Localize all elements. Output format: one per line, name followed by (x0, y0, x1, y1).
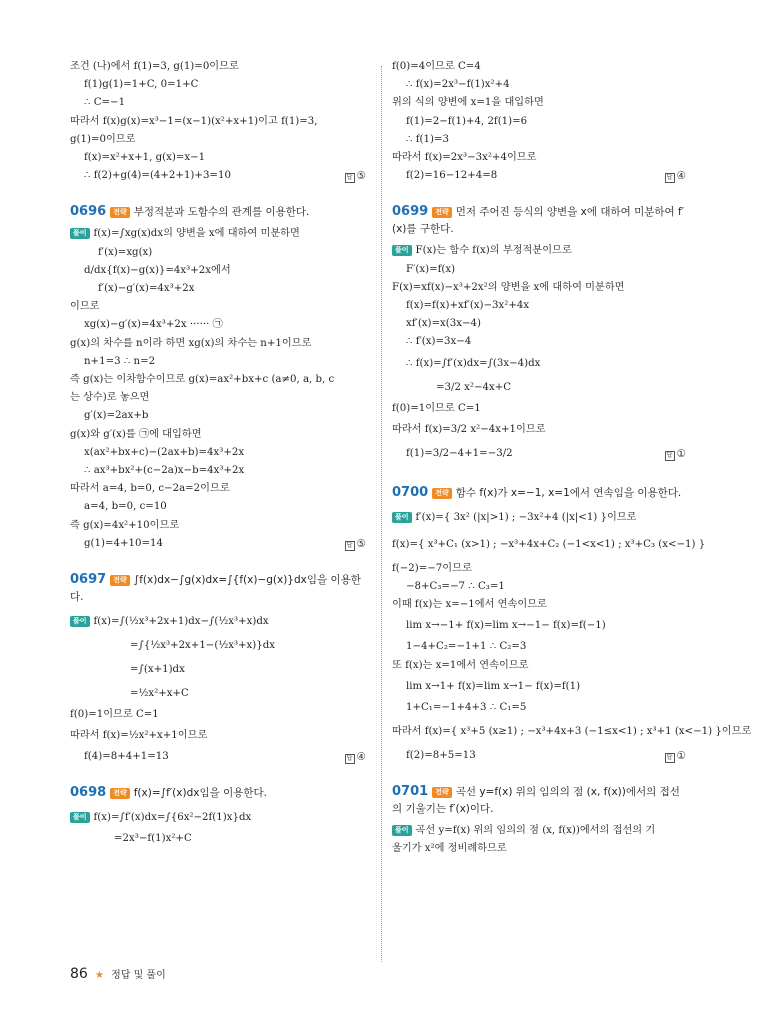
text-line (392, 167, 688, 185)
text-span: f(1)=3/2−4+1=−3/2 (406, 447, 513, 459)
answer-mark (345, 167, 366, 185)
answer-value: ④ (676, 170, 686, 183)
answer-mark (665, 442, 686, 466)
solution-tag: 풀이 (70, 616, 90, 627)
text-line: 조건 (나)에서 f(1)=3, g(1)=0이므로 (70, 61, 239, 72)
text-line: 따라서 a=4, b=0, c−2a=2이므로 (70, 483, 230, 495)
text-line: f(0)=1이므로 C=1 (70, 709, 159, 721)
answer-box-icon: 답 (665, 173, 675, 183)
text-line: x(ax²+bx+c)−(2ax+b)=4x³+2x (84, 446, 245, 458)
problem-number: 0696 (70, 204, 107, 220)
text-span: f(x)=∫(½x³+2x+1)dx−∫(½x³+x)dx (93, 616, 269, 628)
text-line: g′(x)=2ax+b (84, 410, 149, 422)
text-line (70, 225, 368, 243)
text-line (392, 822, 688, 840)
problem-number: 0697 (70, 572, 107, 588)
text-line: 1+C₁=−1+4+3 ∴ C₁=5 (406, 701, 527, 713)
problem-number: 0698 (70, 785, 107, 801)
strategy-text: 함수 f(x)가 x=−1, x=1에서 연속임을 이용한다. (455, 486, 682, 499)
text-line: 울기가 x²에 정비례하므로 (392, 843, 507, 855)
text-line (392, 442, 688, 466)
text-line: xf′(x)=x(3x−4) (406, 318, 481, 330)
text-line: f(x)=f(x)+xf′(x)−3x²+4x (406, 300, 530, 312)
text-line: 따라서 f(x)=2x³−3x²+4이므로 (392, 152, 537, 164)
text-line: 따라서 f(x)g(x)=x³−1=(x−1)(x²+x+1)이고 f(1)=3, (70, 115, 318, 127)
solution-tag: 풀이 (392, 825, 412, 836)
text-line: 즉 g(x)=4x²+10이므로 (70, 519, 180, 531)
text-line (70, 748, 368, 766)
problem-header-0698 (70, 784, 368, 802)
text-line: 1−4+C₂=−1+1 ∴ C₂=3 (406, 641, 527, 653)
text-line: =∫(x+1)dx (130, 664, 185, 676)
text-line: 이므로 (70, 301, 100, 313)
text-line: 따라서 f(x)={ x³+5 (x≥1) ; −x³+4x+3 (−1≤x<1) ; x³+1 (x<−1) }이므로 (392, 726, 752, 738)
text-span: f(2)=16−12+4=8 (406, 170, 498, 182)
text-line: a=4, b=0, c=10 (84, 501, 167, 513)
text-line (392, 506, 688, 530)
text-line (70, 806, 368, 830)
strategy-tag: 전략 (110, 788, 130, 799)
text-line: 위의 식의 양변에 x=1을 대입하면 (392, 97, 544, 109)
text-line: f(x)={ x³+C₁ (x>1) ; −x³+4x+C₂ (−1<x<1) ; x³+C₃ (x<−1) } (392, 538, 706, 550)
text-span: f(x)=∫xg(x)dx의 양변을 x에 대하여 미분하면 (93, 228, 300, 240)
right-column (392, 58, 752, 859)
text-line: ∴ f(x)=2x³−f(1)x²+4 (406, 79, 510, 91)
text-span: g(1)=4+10=14 (84, 537, 163, 549)
answer-box-icon: 답 (665, 451, 675, 461)
strategy-text: ∫f(x)dx−∫g(x)dx=∫{f(x)−g(x)}dx임을 이용한다. (70, 574, 361, 604)
text-line: f′(x)=xg(x) (98, 246, 153, 258)
text-line: d/dx{f(x)−g(x)}=4x³+2x에서 (84, 264, 231, 276)
text-line: f(1)g(1)=1+C, 0=1+C (84, 79, 199, 91)
strategy-tag: 전략 (110, 207, 130, 218)
problem-number: 0699 (392, 204, 429, 220)
text-span: f(x)=∫f′(x)dx=∫{6x²−2f(1)x}dx (93, 812, 252, 824)
text-line: f(0)=1이므로 C=1 (392, 402, 481, 414)
text-line: 즉 g(x)는 이차함수이므로 g(x)=ax²+bx+c (a≠0, a, b, c (70, 374, 335, 386)
text-line: =∫{½x³+2x+1−(½x³+x)}dx (130, 640, 276, 652)
strategy-tag: 전략 (432, 207, 452, 218)
text-line: −8+C₃=−7 ∴ C₃=1 (406, 581, 505, 593)
answer-box-icon: 답 (345, 173, 355, 183)
text-line: 이때 f(x)는 x=−1에서 연속이므로 (392, 599, 547, 611)
column-divider (381, 66, 382, 962)
answer-value: ① (676, 447, 686, 460)
text-line: g(x)의 차수를 n이라 하면 xg(x)의 차수는 n+1이므로 (70, 337, 312, 349)
answer-value: ⑤ (356, 170, 366, 183)
problem-number: 0701 (392, 784, 429, 800)
text-span: 곡선 y=f(x) 위의 임의의 점 (x, f(x))에서의 접선의 기 (415, 825, 656, 837)
text-line: ∴ f(x)=∫f′(x)dx=∫(3x−4)dx (406, 357, 541, 369)
solution-tag: 풀이 (70, 228, 90, 239)
solution-tag: 풀이 (70, 812, 90, 823)
text-line: 또 f(x)는 x=1에서 연속이므로 (392, 659, 529, 671)
text-span: f(4)=8+4+1=13 (84, 751, 169, 763)
text-line: =½x²+x+C (130, 688, 189, 700)
text-line (392, 242, 688, 260)
strategy-text: f(x)=∫f′(x)dx임을 이용한다. (133, 787, 267, 800)
text-line: xg(x)−g′(x)=4x³+2x ······ ㉠ (84, 319, 223, 331)
answer-box-icon: 답 (345, 754, 355, 764)
text-line (70, 167, 368, 185)
answer-value: ④ (356, 751, 366, 764)
answer-value: ⑤ (356, 537, 366, 550)
text-line (70, 610, 368, 634)
strategy-text: 먼저 주어진 등식의 양변을 x에 대하여 미분하여 f′(x)를 구한다. (392, 206, 685, 236)
text-line: f(x)=x²+x+1, g(x)=x−1 (84, 152, 206, 164)
text-line: lim x→−1+ f(x)=lim x→−1− f(x)=f(−1) (406, 620, 606, 632)
text-line: ∴ ax³+bx²+(c−2a)x−b=4x³+2x (84, 465, 245, 477)
strategy-tag: 전략 (110, 575, 130, 586)
text-line: F(x)=xf(x)−x³+2x²의 양변을 x에 대하여 미분하면 (392, 281, 625, 293)
text-span: F(x)는 함수 f(x)의 부정적분이므로 (415, 245, 572, 257)
answer-box-icon: 답 (345, 541, 355, 551)
problem-header-0700 (392, 484, 688, 502)
text-line: ∴ f(1)=3 (406, 133, 449, 145)
answer-box-icon: 답 (665, 753, 675, 763)
text-line: =2x³−f(1)x²+C (114, 833, 192, 845)
text-line: f(1)=2−f(1)+4, 2f(1)=6 (406, 115, 528, 127)
answer-mark (345, 535, 366, 553)
page-number: 86 (70, 966, 88, 982)
text-line: 는 상수)로 놓으면 (70, 392, 150, 404)
text-line: f(−2)=−7이므로 (392, 562, 472, 574)
text-line: ∴ C=−1 (84, 97, 126, 109)
text-line: n+1=3 ∴ n=2 (84, 355, 156, 367)
text-line: 따라서 f(x)=½x²+x+1이므로 (70, 730, 208, 742)
text-line: f′(x)−g′(x)=4x³+2x (98, 283, 195, 295)
answer-value: ① (676, 750, 686, 763)
answer-mark (345, 748, 366, 766)
strategy-text: 부정적분과 도함수의 관계를 이용한다. (133, 206, 310, 219)
star-icon: ★ (94, 970, 104, 981)
problem-header-0701 (392, 783, 688, 818)
text-line: lim x→1+ f(x)=lim x→1− f(x)=f(1) (406, 680, 581, 692)
text-span: ∴ f(2)+g(4)=(4+2+1)+3=10 (84, 170, 231, 182)
solution-tag: 풀이 (392, 512, 412, 523)
text-span: f(2)=8+5=13 (406, 750, 476, 762)
strategy-tag: 전략 (432, 787, 452, 798)
text-line: g(1)=0이므로 (70, 133, 136, 145)
text-line (70, 535, 368, 553)
footer-label: 정답 및 풀이 (111, 970, 166, 981)
text-line: 따라서 f(x)=3/2 x²−4x+1이므로 (392, 423, 546, 435)
text-line: =3/2 x²−4x+C (436, 381, 512, 393)
text-line: F′(x)=f(x) (406, 263, 456, 275)
problem-number: 0700 (392, 484, 429, 500)
problem-header-0699 (392, 203, 688, 238)
answer-mark (665, 167, 686, 185)
strategy-tag: 전략 (432, 488, 452, 499)
text-line: g(x)와 g′(x)를 ㉠에 대입하면 (70, 428, 202, 440)
problem-header-0697 (70, 571, 368, 606)
solution-tag: 풀이 (392, 245, 412, 256)
page-footer (70, 966, 166, 982)
strategy-text: 곡선 y=f(x) 위의 임의의 점 (x, f(x))에서의 접선의 기울기는 f′(x)이다. (392, 786, 680, 816)
left-column (70, 58, 368, 849)
text-line (392, 747, 688, 765)
text-line: ∴ f′(x)=3x−4 (406, 336, 472, 348)
text-line: f(0)=4이므로 C=4 (392, 61, 481, 72)
text-span: f′(x)={ 3x² (|x|>1) ; −3x²+4 (|x|<1) }이므로 (415, 511, 637, 523)
problem-header-0696 (70, 203, 368, 221)
answer-mark (665, 747, 686, 765)
